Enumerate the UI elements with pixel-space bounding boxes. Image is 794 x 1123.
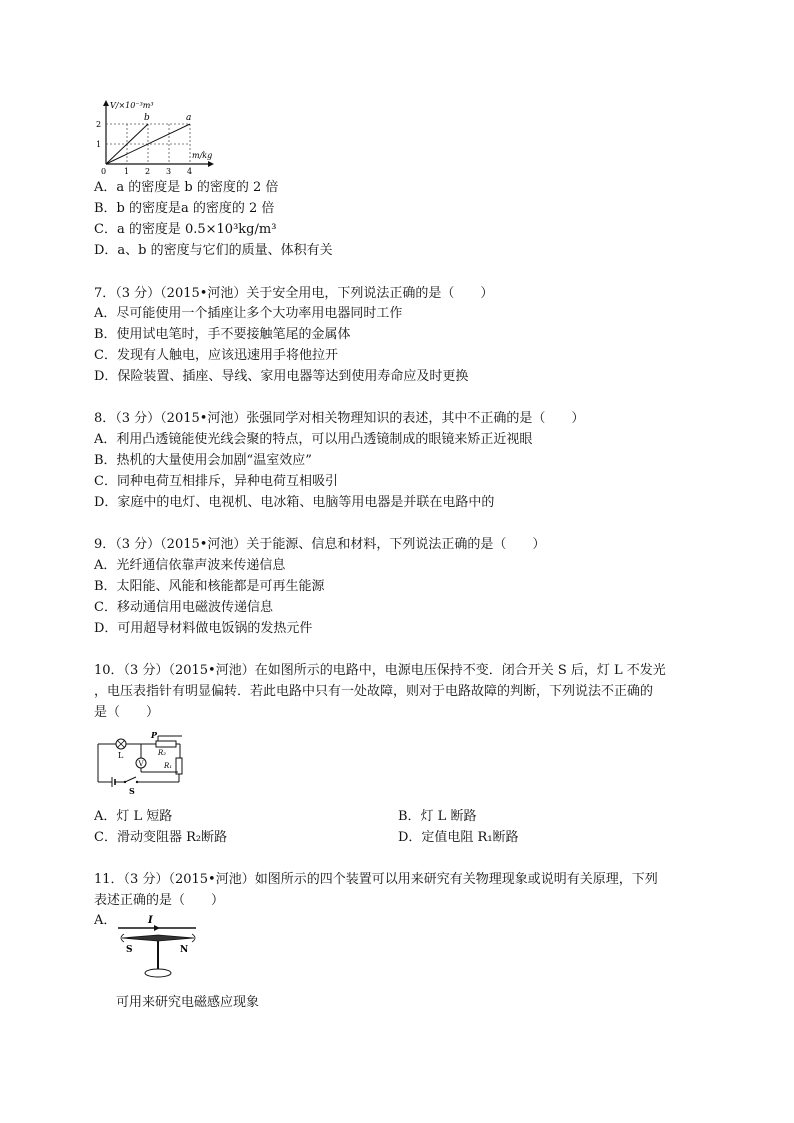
q10-stem-line-1: 10．（3 分）（2015•河池）在如图所示的电路中，电源电压保持不变．闭合开关 S 后，灯 L 不发光 — [94, 663, 666, 678]
oersted-experiment-figure — [112, 914, 204, 990]
q7-option-d: D．保险装置、插座、导线、家用电器等达到使用寿命应及时更换 — [94, 369, 469, 384]
magnetic-needle-icon — [122, 935, 194, 941]
q8-option-a: A．利用凸透镜能使光线会聚的特点，可以用凸透镜制成的眼镜来矫正近视眼 — [94, 432, 533, 447]
q9-option-c: C．移动通信用电磁波传递信息 — [94, 600, 273, 615]
q11-option-a-label: A． — [94, 913, 117, 928]
q9-option-d: D．可用超导材料做电饭锅的发热元件 — [94, 621, 313, 636]
x-axis-label: m/kg — [192, 151, 213, 160]
resistor-r2-icon — [156, 741, 176, 747]
q10-option-d: D．定值电阻 R₁断路 — [398, 830, 519, 845]
q10-option-b: B．灯 L 断路 — [398, 809, 477, 824]
q11-option-a-caption: 可用来研究电磁感应现象 — [116, 995, 260, 1010]
north-pole-label: N — [180, 945, 189, 955]
q6-option-d: D．a、b 的密度与它们的质量、体积有关 — [94, 243, 333, 258]
y-tick-1: 1 — [96, 140, 102, 149]
x-tick-2: 2 — [145, 167, 151, 176]
q6-option-a: A．a 的密度是 b 的密度的 2 倍 — [94, 180, 279, 195]
q7-stem: 7．（3 分）（2015•河池）关于安全用电，下列说法正确的是（ ） — [94, 286, 494, 301]
q8-option-d: D．家庭中的电灯、电视机、电冰箱、电脑等用电器是并联在电路中的 — [94, 495, 495, 510]
y-axis-label: V/×10⁻³m³ — [110, 101, 154, 110]
q11-stem-line-2: 表述正确的是（ ） — [94, 893, 225, 908]
circuit-diagram — [94, 732, 190, 796]
lamp-label: L — [118, 751, 124, 760]
r2-label: R₂ — [158, 749, 167, 757]
q7-option-b: B．使用试电笔时，手不要接触笔尾的金属体 — [94, 327, 351, 342]
switch-icon — [125, 777, 136, 782]
q8-option-b: B．热机的大量使用会加剧“温室效应” — [94, 453, 312, 468]
q10-option-a: A．灯 L 短路 — [94, 809, 173, 824]
q6-option-b: B．b 的密度是a 的密度的 2 倍 — [94, 201, 275, 216]
line-b-label: b — [144, 113, 150, 123]
q9-stem: 9．（3 分）（2015•河池）关于能源、信息和材料，下列说法正确的是（ ） — [94, 537, 546, 552]
south-pole-label: S — [126, 945, 133, 955]
x-tick-0: 0 — [101, 167, 107, 176]
q10-option-c: C．滑动变阻器 R₂断路 — [94, 830, 228, 845]
q6-option-c: C．a 的密度是 0.5×10³kg/m³ — [94, 222, 277, 237]
x-tick-4: 4 — [187, 167, 193, 176]
q9-option-a: A．光纤通信依靠声波来传递信息 — [94, 558, 286, 573]
q8-stem: 8．（3 分）（2015•河池）张强同学对相关物理知识的表述，其中不正确的是（ ） — [94, 411, 585, 426]
r1-label: R₁ — [164, 762, 173, 770]
q11-stem-line-1: 11．（3 分）（2015•河池）如图所示的四个装置可以用来研究有关物理现象或说明有关原理，下列 — [94, 872, 658, 887]
q8-option-c: C．同种电荷互相排斥，异种电荷互相吸引 — [94, 474, 338, 489]
x-tick-1: 1 — [124, 167, 130, 176]
line-a-label: a — [186, 113, 192, 123]
q10-stem-line-3: 是（ ） — [94, 705, 160, 720]
slider-label: P — [151, 732, 158, 740]
switch-label: S — [129, 786, 135, 796]
current-label: I — [148, 915, 153, 926]
density-graph — [94, 98, 220, 176]
q7-option-c: C．发现有人触电，应该迅速用手将他拉开 — [94, 348, 338, 363]
x-tick-3: 3 — [166, 167, 172, 176]
q9-option-b: B．太阳能、风能和核能都是可再生能源 — [94, 579, 325, 594]
q7-option-a: A．尽可能使用一个插座让多个大功率用电器同时工作 — [94, 306, 403, 321]
q10-stem-line-2: ，电压表指针有明显偏转．若此电路中只有一处故障，则对于电路故障的判断，下列说法不正确的 — [94, 684, 654, 699]
y-tick-2: 2 — [96, 120, 102, 129]
voltmeter-label: V — [138, 760, 144, 768]
